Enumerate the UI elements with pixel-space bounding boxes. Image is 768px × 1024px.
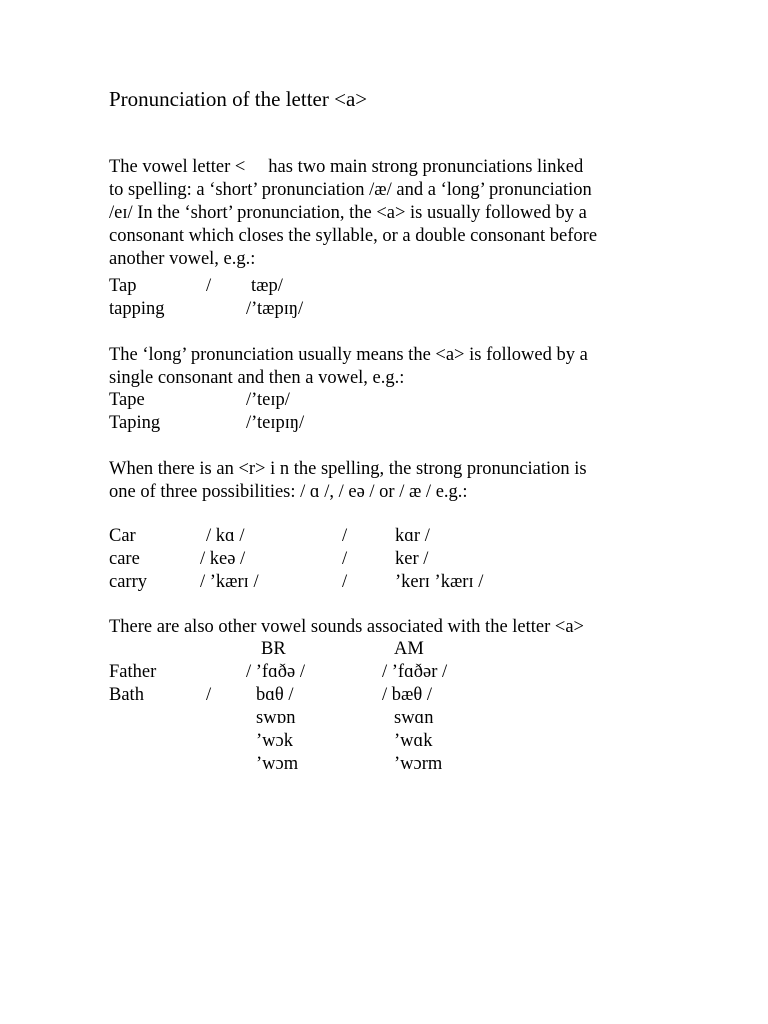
example-am: swɑn xyxy=(394,708,434,728)
example-slash: / xyxy=(342,526,348,546)
example-word: Car xyxy=(109,526,136,546)
example-am: ’kerɪ ’kærɪ / xyxy=(395,572,484,592)
example-br: / keə / xyxy=(200,549,246,569)
short-example-row xyxy=(109,298,669,321)
other-example-row xyxy=(109,684,669,707)
short-example-row xyxy=(109,275,669,298)
example-slash: / xyxy=(206,276,212,296)
example-ipa: /’teɪp/ xyxy=(246,390,290,410)
example-br: bɑθ / xyxy=(256,685,294,705)
r-example-row xyxy=(109,548,669,571)
other-example-row xyxy=(109,707,669,730)
example-word: carry xyxy=(109,572,147,592)
r-paragraph xyxy=(109,458,669,504)
r-line-1: When there is an <r> i n the spelling, the strong pronunciation is xyxy=(109,459,587,479)
example-br: / ’kærɪ / xyxy=(200,572,259,592)
example-br: ’wɔk xyxy=(256,731,293,751)
example-ipa: /’tæpɪŋ/ xyxy=(246,299,304,319)
long-paragraph xyxy=(109,344,669,390)
example-word: tapping xyxy=(109,299,165,319)
intro-line-2: to spelling: a ‘short’ pronunciation /æ/ and a ‘long’ pronunciation xyxy=(109,180,592,200)
example-am: ker / xyxy=(395,549,429,569)
example-br: ’wɔm xyxy=(256,754,299,774)
br-header: BR xyxy=(261,639,286,659)
other-example-row xyxy=(109,753,669,776)
page-title: Pronunciation of the letter <a> xyxy=(109,87,368,111)
intro-paragraph xyxy=(109,156,669,271)
other-example-row xyxy=(109,661,669,684)
intro-line-1a: The vowel letter < xyxy=(109,157,246,177)
example-word: Taping xyxy=(109,413,161,433)
example-slash: / xyxy=(342,572,348,592)
intro-line-1b: has two main strong pronunciations linked xyxy=(268,157,584,177)
intro-line-4: consonant which closes the syllable, or a double consonant before xyxy=(109,226,598,246)
other-example-row xyxy=(109,730,669,753)
example-am: / ’fɑðər / xyxy=(382,662,448,682)
long-example-row xyxy=(109,389,669,412)
example-word: Father xyxy=(109,662,157,682)
long-line-2: single consonant and then a vowel, e.g.: xyxy=(109,368,405,388)
r-example-row xyxy=(109,571,669,594)
r-line-2: one of three possibilities: / ɑ /, / eə / or / æ / e.g.: xyxy=(109,482,468,502)
intro-line-3: /eɪ/ In the ‘short’ pronunciation, the <a> is usually followed by a xyxy=(109,203,587,223)
intro-line-1 xyxy=(109,156,669,179)
example-br: / kɑ / xyxy=(206,526,245,546)
other-header-row xyxy=(109,638,669,661)
other-intro xyxy=(109,616,669,639)
am-header: AM xyxy=(394,639,424,659)
intro-line-5: another vowel, e.g.: xyxy=(109,249,256,269)
example-slash: / xyxy=(206,685,212,705)
example-am: ’wɑk xyxy=(394,731,433,751)
long-line-1: The ‘long’ pronunciation usually means the <a> is followed by a xyxy=(109,345,588,365)
example-am: kɑr / xyxy=(395,526,430,546)
example-br: swɒn xyxy=(256,708,296,728)
example-word: care xyxy=(109,549,140,569)
example-am: / bæθ / xyxy=(382,685,432,705)
example-am: ’wɔrm xyxy=(394,754,443,774)
long-example-row xyxy=(109,412,669,435)
example-ipa: /’teɪpɪŋ/ xyxy=(246,413,305,433)
example-word: Bath xyxy=(109,685,144,705)
example-ipa: tæp/ xyxy=(251,276,283,296)
other-intro-text: There are also other vowel sounds associated with the letter <a> xyxy=(109,617,584,637)
example-word: Tap xyxy=(109,276,137,296)
example-word: Tape xyxy=(109,390,145,410)
r-example-row xyxy=(109,525,669,548)
example-slash: / xyxy=(342,549,348,569)
example-br: / ’fɑðə / xyxy=(246,662,305,682)
